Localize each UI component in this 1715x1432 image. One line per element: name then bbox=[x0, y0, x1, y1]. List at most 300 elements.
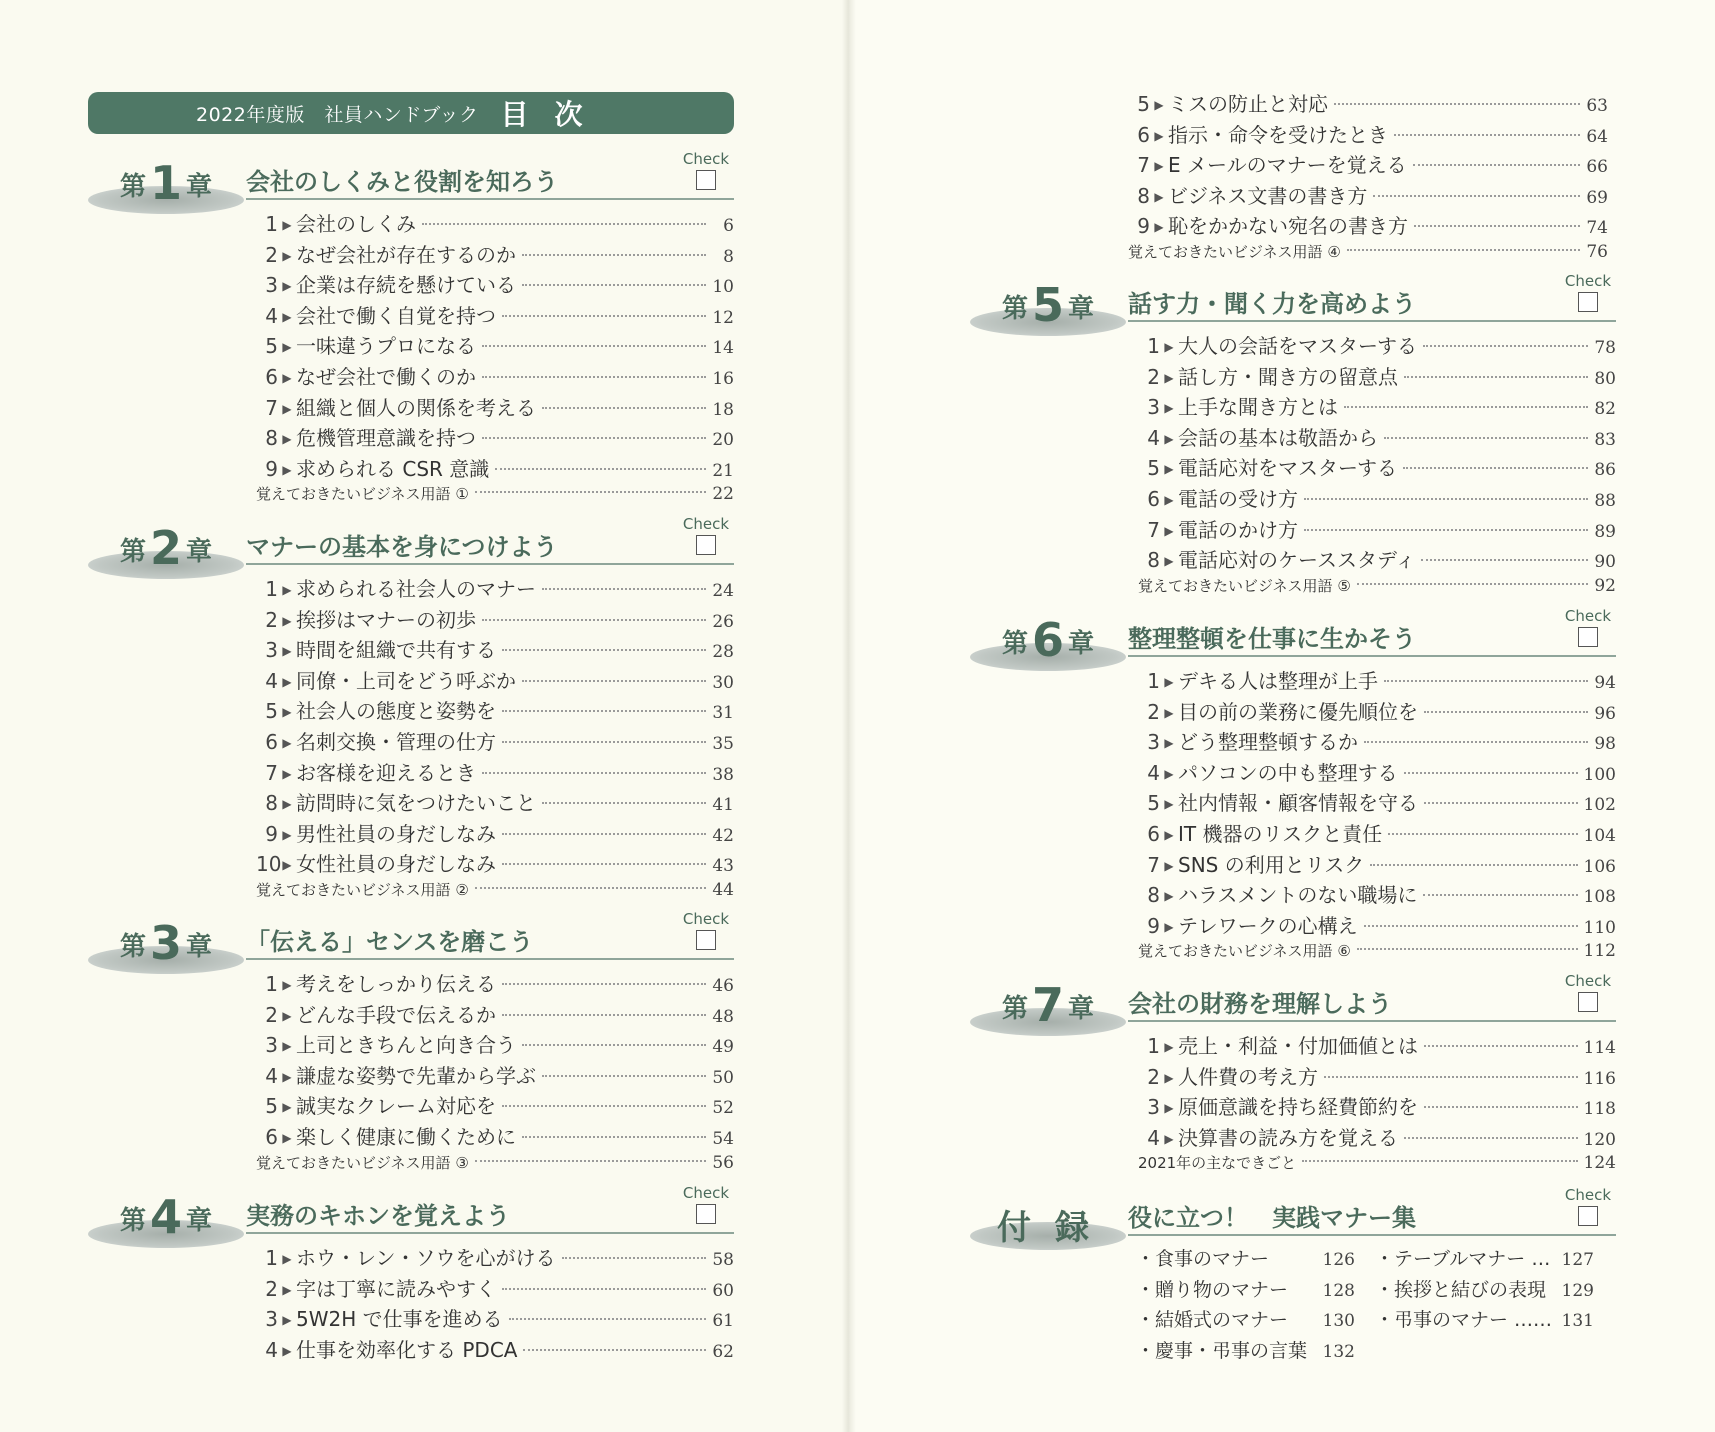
toc-item[interactable] bbox=[1138, 514, 1616, 545]
triangle-marker-icon: ▶ bbox=[282, 401, 292, 416]
chapter-items bbox=[256, 573, 734, 910]
item-title: 会話の基本は敬語から bbox=[1178, 425, 1378, 450]
toc-item[interactable] bbox=[1138, 665, 1616, 696]
chapter-title: 整理整頓を仕事に生かそう bbox=[1128, 625, 1416, 653]
toc-item[interactable] bbox=[1138, 910, 1616, 941]
chapter-title: 会社のしくみと役割を知ろう bbox=[246, 168, 558, 196]
toc-item[interactable] bbox=[1138, 483, 1616, 514]
toc-item[interactable] bbox=[256, 848, 734, 879]
page-number: 54 bbox=[712, 1128, 734, 1149]
item-title: 仕事を効率化する PDCA bbox=[296, 1337, 518, 1362]
page-number: 60 bbox=[712, 1280, 734, 1301]
item-title: なぜ会社が存在するのか bbox=[296, 242, 516, 267]
toc-item[interactable] bbox=[256, 361, 734, 392]
appendix-label: 付録 bbox=[997, 1208, 1113, 1248]
item-number: 9 bbox=[265, 821, 278, 846]
check-checkbox[interactable] bbox=[696, 1204, 716, 1224]
page-number: 56 bbox=[712, 1152, 734, 1173]
toc-item[interactable] bbox=[1138, 1122, 1616, 1153]
appendix-item[interactable] bbox=[1136, 1336, 1375, 1363]
toc-item[interactable] bbox=[256, 757, 734, 788]
item-title: ホウ・レン・ソウを心がける bbox=[296, 1246, 556, 1270]
item-number: 9 bbox=[1147, 913, 1160, 938]
dot-leader bbox=[522, 1136, 706, 1138]
item-number: 7 bbox=[265, 760, 278, 785]
page-number: 42 bbox=[712, 825, 734, 846]
check-label: Check bbox=[682, 150, 730, 168]
toc-item[interactable] bbox=[256, 208, 734, 239]
item-number: 5 bbox=[265, 334, 278, 359]
page-number: 35 bbox=[712, 733, 734, 754]
toc-item[interactable] bbox=[256, 695, 734, 726]
toc-item[interactable] bbox=[256, 1090, 734, 1121]
page-number: 94 bbox=[1594, 673, 1616, 693]
appendix-item-title: ・挨拶と結びの表現 bbox=[1375, 1278, 1547, 1301]
page-number: 6 bbox=[723, 216, 734, 236]
check-checkbox[interactable] bbox=[1578, 1206, 1598, 1226]
toc-item[interactable] bbox=[1138, 1030, 1616, 1061]
chapter-badge bbox=[88, 916, 244, 974]
item-number: 4 bbox=[1147, 1125, 1160, 1150]
item-number: 5 bbox=[265, 699, 278, 724]
item-number: 6 bbox=[265, 1124, 278, 1149]
toc-item[interactable] bbox=[1138, 787, 1616, 818]
page-number: 63 bbox=[1586, 96, 1608, 116]
item-number: 1 bbox=[1147, 669, 1160, 693]
chapter-badge bbox=[88, 521, 244, 579]
triangle-marker-icon: ▶ bbox=[282, 1343, 292, 1358]
toc-item[interactable] bbox=[256, 1029, 734, 1060]
dot-leader bbox=[1424, 1106, 1578, 1108]
item-title: 企業は存続を懸けている bbox=[296, 273, 516, 298]
toc-item[interactable] bbox=[256, 1060, 734, 1091]
dot-leader bbox=[1334, 103, 1580, 105]
triangle-marker-icon: ▶ bbox=[282, 279, 292, 294]
item-number: 6 bbox=[1147, 486, 1160, 511]
triangle-marker-icon: ▶ bbox=[282, 1130, 292, 1145]
triangle-marker-icon: ▶ bbox=[1164, 554, 1174, 569]
dot-leader bbox=[1384, 680, 1588, 682]
page-number: 38 bbox=[712, 764, 734, 785]
triangle-marker-icon: ▶ bbox=[282, 858, 292, 873]
terms-row[interactable] bbox=[1138, 575, 1616, 606]
dot-leader bbox=[475, 491, 706, 493]
triangle-marker-icon: ▶ bbox=[1164, 340, 1174, 354]
toc-item[interactable] bbox=[256, 665, 734, 696]
dot-leader bbox=[1404, 772, 1578, 774]
triangle-marker-icon: ▶ bbox=[282, 735, 292, 750]
chapter-items bbox=[256, 1242, 734, 1364]
dot-leader bbox=[542, 1075, 706, 1077]
chapter-prefix: 第 bbox=[119, 537, 146, 567]
toc-item[interactable] bbox=[256, 787, 734, 818]
toc-item[interactable] bbox=[1128, 210, 1608, 241]
toc-item[interactable] bbox=[1128, 88, 1608, 119]
item-number: 8 bbox=[1137, 183, 1150, 208]
item-title: 原価意識を持ち経費節約を bbox=[1178, 1095, 1418, 1120]
page-number: 124 bbox=[1583, 1153, 1616, 1174]
item-title: 社内情報・顧客情報を守る bbox=[1178, 791, 1418, 816]
item-number: 4 bbox=[265, 303, 278, 328]
item-number: 6 bbox=[265, 729, 278, 754]
appendix-item-title: ・贈り物のマナー bbox=[1136, 1278, 1289, 1301]
chapter-items bbox=[1138, 330, 1616, 605]
page-number: 114 bbox=[1583, 1038, 1616, 1058]
chapter-items bbox=[1138, 665, 1616, 971]
check-label: Check bbox=[1564, 972, 1612, 990]
toc-item[interactable] bbox=[1138, 361, 1616, 392]
book-gutter bbox=[842, 0, 856, 1432]
item-number: 9 bbox=[1137, 214, 1150, 239]
triangle-marker-icon: ▶ bbox=[282, 705, 292, 720]
chapter-title: マナーの基本を身につけよう bbox=[246, 533, 558, 561]
dot-leader bbox=[1424, 802, 1578, 804]
dot-leader bbox=[522, 1044, 706, 1046]
chapter-title: 「伝える」センスを磨こう bbox=[246, 928, 534, 956]
page-number: 86 bbox=[1594, 460, 1616, 481]
item-number: 2 bbox=[1147, 699, 1160, 724]
item-number: 2 bbox=[265, 1002, 278, 1027]
page-number: 49 bbox=[712, 1037, 734, 1058]
toc-item[interactable] bbox=[1128, 149, 1608, 180]
toc-item[interactable] bbox=[1138, 726, 1616, 757]
toc-item[interactable] bbox=[1138, 544, 1616, 575]
dot-leader bbox=[502, 649, 706, 651]
item-title: ミスの防止と対応 bbox=[1168, 92, 1328, 116]
toc-item[interactable] bbox=[1138, 696, 1616, 727]
item-title: 目の前の業務に優先順位を bbox=[1178, 699, 1418, 724]
triangle-marker-icon: ▶ bbox=[1154, 159, 1164, 174]
chapter-suffix: 章 bbox=[1068, 994, 1095, 1024]
item-title: 挨拶はマナーの初歩 bbox=[296, 607, 476, 632]
page-number: 100 bbox=[1583, 764, 1616, 785]
item-number: 8 bbox=[1147, 883, 1160, 908]
page-number: 21 bbox=[712, 460, 734, 481]
chapter-number-label bbox=[970, 613, 1126, 667]
item-number: 1 bbox=[265, 1246, 278, 1270]
page-number: 83 bbox=[1594, 429, 1616, 450]
toc-item[interactable] bbox=[1128, 119, 1608, 150]
check-checkbox[interactable] bbox=[1578, 992, 1598, 1012]
toc-item[interactable] bbox=[1138, 1091, 1616, 1122]
dot-leader bbox=[1394, 134, 1580, 136]
triangle-marker-icon: ▶ bbox=[282, 674, 292, 689]
dot-leader bbox=[1404, 1137, 1578, 1139]
check-checkbox[interactable] bbox=[696, 930, 716, 950]
page-number: 126 bbox=[1322, 1250, 1355, 1270]
page-number: 14 bbox=[712, 338, 734, 359]
item-number: 5 bbox=[1137, 92, 1150, 116]
terms-row[interactable] bbox=[256, 879, 734, 910]
triangle-marker-icon: ▶ bbox=[1164, 523, 1174, 538]
dot-leader bbox=[1364, 925, 1578, 927]
toc-item[interactable] bbox=[1138, 849, 1616, 880]
check-label: Check bbox=[682, 515, 730, 533]
chapter-items bbox=[256, 968, 734, 1182]
toc-item[interactable] bbox=[256, 1242, 734, 1273]
toc-item[interactable] bbox=[256, 726, 734, 757]
triangle-marker-icon: ▶ bbox=[282, 613, 292, 628]
toc-item[interactable] bbox=[1138, 391, 1616, 422]
dot-leader bbox=[502, 1105, 706, 1107]
chapter-number-label bbox=[88, 521, 244, 575]
toc-item[interactable] bbox=[1138, 422, 1616, 453]
item-title: 大人の会話をマスターする bbox=[1178, 334, 1417, 358]
item-title: 覚えておきたいビジネス用語 ③ bbox=[256, 1153, 469, 1172]
triangle-marker-icon: ▶ bbox=[282, 644, 292, 659]
item-title: なぜ会社で働くのか bbox=[296, 364, 476, 389]
item-title: 同僚・上司をどう呼ぶか bbox=[296, 668, 516, 693]
item-number: 7 bbox=[1147, 517, 1160, 542]
toc-item[interactable] bbox=[256, 1334, 734, 1365]
page-number: 69 bbox=[1586, 187, 1608, 208]
item-number: 5 bbox=[1147, 456, 1160, 481]
triangle-marker-icon: ▶ bbox=[1164, 1040, 1174, 1054]
item-title: 字は丁寧に読みやすく bbox=[296, 1276, 496, 1301]
toc-item[interactable] bbox=[256, 634, 734, 665]
item-number: 3 bbox=[1147, 395, 1160, 420]
chapter-items bbox=[256, 208, 734, 514]
check-area bbox=[678, 150, 734, 194]
item-number: 7 bbox=[1147, 852, 1160, 877]
triangle-marker-icon: ▶ bbox=[1154, 128, 1164, 143]
appendix-row bbox=[1136, 1244, 1614, 1275]
dot-leader bbox=[562, 1257, 707, 1259]
toc-item[interactable] bbox=[256, 1273, 734, 1304]
page-number: 44 bbox=[712, 879, 734, 900]
chapter-4-continued bbox=[1128, 88, 1608, 272]
toc-item[interactable] bbox=[256, 422, 734, 453]
item-number: 2 bbox=[265, 1276, 278, 1301]
triangle-marker-icon: ▶ bbox=[282, 1008, 292, 1023]
dot-leader bbox=[523, 1349, 706, 1351]
triangle-marker-icon: ▶ bbox=[282, 583, 292, 597]
appendix-item[interactable] bbox=[1375, 1244, 1614, 1271]
dot-leader bbox=[502, 315, 706, 317]
triangle-marker-icon: ▶ bbox=[282, 797, 292, 812]
chapter-number: 3 bbox=[149, 916, 182, 970]
triangle-marker-icon: ▶ bbox=[1164, 401, 1174, 416]
dot-leader bbox=[522, 680, 706, 682]
triangle-marker-icon: ▶ bbox=[282, 218, 292, 232]
toc-item[interactable] bbox=[256, 453, 734, 484]
page-number: 28 bbox=[712, 642, 734, 663]
dot-leader bbox=[542, 407, 706, 409]
triangle-marker-icon: ▶ bbox=[1164, 1131, 1174, 1146]
check-area bbox=[1560, 1186, 1616, 1230]
page-number: 102 bbox=[1583, 795, 1616, 816]
dot-leader bbox=[1304, 529, 1588, 531]
dot-leader bbox=[482, 619, 706, 621]
item-number: 1 bbox=[265, 972, 278, 996]
toc-item[interactable] bbox=[256, 999, 734, 1030]
appendix-row bbox=[1136, 1336, 1614, 1367]
check-checkbox[interactable] bbox=[696, 170, 716, 190]
item-title: 電話の受け方 bbox=[1178, 486, 1298, 511]
dot-leader bbox=[502, 741, 706, 743]
page-number: 43 bbox=[712, 856, 734, 877]
item-title: E メールのマナーを覚える bbox=[1168, 153, 1407, 178]
item-number: 6 bbox=[265, 364, 278, 389]
terms-row[interactable] bbox=[1138, 1152, 1616, 1183]
check-label: Check bbox=[1564, 607, 1612, 625]
dot-leader bbox=[1414, 225, 1580, 227]
item-number: 6 bbox=[1147, 821, 1160, 846]
chapter-number-label bbox=[970, 978, 1126, 1032]
toc-item[interactable] bbox=[256, 818, 734, 849]
check-checkbox[interactable] bbox=[696, 535, 716, 555]
toc-item[interactable] bbox=[256, 392, 734, 423]
item-number: 2 bbox=[265, 607, 278, 632]
chapter-prefix: 第 bbox=[1001, 294, 1028, 324]
toc-item[interactable] bbox=[256, 330, 734, 361]
chapter-suffix: 章 bbox=[186, 932, 213, 962]
item-number: 1 bbox=[265, 577, 278, 601]
item-title: 決算書の読み方を覚える bbox=[1178, 1125, 1398, 1150]
item-number: 1 bbox=[1147, 334, 1160, 358]
triangle-marker-icon: ▶ bbox=[1164, 1101, 1174, 1116]
item-title: 人件費の考え方 bbox=[1178, 1064, 1318, 1089]
triangle-marker-icon: ▶ bbox=[1164, 431, 1174, 446]
item-title: 売上・利益・付加価値とは bbox=[1178, 1034, 1418, 1058]
item-title: 覚えておきたいビジネス用語 ④ bbox=[1128, 242, 1341, 261]
triangle-marker-icon: ▶ bbox=[282, 309, 292, 324]
page-number: 106 bbox=[1583, 856, 1616, 877]
toc-item[interactable] bbox=[256, 1121, 734, 1152]
chapter-prefix: 第 bbox=[1001, 629, 1028, 659]
item-number: 4 bbox=[1147, 425, 1160, 450]
page-number: 50 bbox=[712, 1067, 734, 1088]
check-area bbox=[1560, 272, 1616, 316]
toc-item[interactable] bbox=[1138, 330, 1616, 361]
page-number: 108 bbox=[1583, 887, 1616, 908]
item-title: どう整理整頓するか bbox=[1178, 730, 1358, 755]
toc-item[interactable] bbox=[256, 604, 734, 635]
chapter-number: 2 bbox=[149, 521, 182, 575]
triangle-marker-icon: ▶ bbox=[1164, 462, 1174, 477]
dot-leader bbox=[502, 863, 706, 865]
item-title: ハラスメントのない職場に bbox=[1178, 883, 1418, 908]
toc-item[interactable] bbox=[256, 269, 734, 300]
page-number: 88 bbox=[1594, 490, 1616, 511]
dot-leader bbox=[502, 710, 706, 712]
triangle-marker-icon: ▶ bbox=[1164, 858, 1174, 873]
item-title: IT 機器のリスクと責任 bbox=[1178, 821, 1383, 846]
page-number: 89 bbox=[1594, 521, 1616, 542]
terms-row[interactable] bbox=[1128, 241, 1608, 272]
check-checkbox[interactable] bbox=[1578, 292, 1598, 312]
item-number: 8 bbox=[265, 426, 278, 451]
page-number: 46 bbox=[712, 976, 734, 996]
triangle-marker-icon: ▶ bbox=[282, 766, 292, 781]
page-number: 132 bbox=[1322, 1341, 1355, 1362]
item-title: 求められる CSR 意識 bbox=[296, 456, 490, 481]
page-number: 118 bbox=[1583, 1099, 1616, 1120]
chapter-divider bbox=[1128, 1234, 1616, 1236]
page-number: 12 bbox=[712, 307, 734, 328]
toc-item[interactable] bbox=[256, 1303, 734, 1334]
toc-item[interactable] bbox=[1138, 757, 1616, 788]
triangle-marker-icon: ▶ bbox=[1164, 675, 1174, 689]
appendix-item[interactable] bbox=[1136, 1305, 1375, 1332]
page-number: 116 bbox=[1583, 1068, 1616, 1089]
chapter-badge bbox=[970, 1192, 1126, 1250]
dot-leader bbox=[502, 833, 706, 835]
item-title: 5W2H で仕事を進める bbox=[296, 1307, 503, 1332]
toc-item[interactable] bbox=[1128, 180, 1608, 211]
dot-leader bbox=[1413, 164, 1580, 166]
appendix-item-title: ・テーブルマナー … bbox=[1375, 1248, 1551, 1270]
triangle-marker-icon: ▶ bbox=[282, 1069, 292, 1084]
page-number: 120 bbox=[1583, 1129, 1616, 1150]
triangle-marker-icon: ▶ bbox=[1164, 797, 1174, 812]
dot-leader bbox=[1388, 833, 1577, 835]
toc-item[interactable] bbox=[256, 300, 734, 331]
dot-leader bbox=[1424, 1045, 1578, 1047]
chapter-number: 6 bbox=[1031, 613, 1064, 667]
page-number: 129 bbox=[1561, 1280, 1594, 1301]
dot-leader bbox=[1324, 1076, 1578, 1078]
chapter-divider bbox=[246, 958, 734, 960]
terms-row[interactable] bbox=[256, 483, 734, 514]
page-number: 62 bbox=[712, 1341, 734, 1362]
page-number: 76 bbox=[1586, 241, 1608, 262]
toc-item[interactable] bbox=[1138, 452, 1616, 483]
chapter-suffix: 章 bbox=[186, 1206, 213, 1236]
terms-row[interactable] bbox=[1138, 940, 1616, 971]
item-number: 3 bbox=[1147, 1095, 1160, 1120]
item-title: 2021年の主なできごと bbox=[1138, 1154, 1297, 1173]
check-label: Check bbox=[1564, 272, 1612, 290]
page-number: 98 bbox=[1594, 734, 1616, 755]
dot-leader bbox=[482, 376, 706, 378]
toc-item[interactable] bbox=[256, 968, 734, 999]
toc-header-bar bbox=[88, 92, 734, 134]
triangle-marker-icon: ▶ bbox=[1154, 189, 1164, 204]
toc-item[interactable] bbox=[1138, 879, 1616, 910]
toc-item[interactable] bbox=[1138, 1061, 1616, 1092]
appendix-item[interactable] bbox=[1136, 1244, 1375, 1271]
dot-leader bbox=[502, 1288, 706, 1290]
appendix-item[interactable] bbox=[1136, 1275, 1375, 1302]
chapter-badge bbox=[88, 156, 244, 214]
appendix-item[interactable] bbox=[1375, 1275, 1614, 1302]
toc-item[interactable] bbox=[1138, 818, 1616, 849]
appendix-item[interactable] bbox=[1375, 1305, 1614, 1332]
chapter-items bbox=[1138, 1030, 1616, 1183]
toc-item[interactable] bbox=[256, 239, 734, 270]
check-checkbox[interactable] bbox=[1578, 627, 1598, 647]
toc-item[interactable] bbox=[256, 573, 734, 604]
page-number: 82 bbox=[1594, 399, 1616, 420]
page-number: 41 bbox=[712, 795, 734, 816]
dot-leader bbox=[542, 802, 706, 804]
dot-leader bbox=[1364, 741, 1588, 743]
chapter-suffix: 章 bbox=[1068, 294, 1095, 324]
triangle-marker-icon: ▶ bbox=[282, 1100, 292, 1115]
triangle-marker-icon: ▶ bbox=[282, 1282, 292, 1297]
triangle-marker-icon: ▶ bbox=[282, 248, 292, 263]
triangle-marker-icon: ▶ bbox=[282, 1252, 292, 1266]
item-title: 覚えておきたいビジネス用語 ① bbox=[256, 485, 469, 504]
dot-leader bbox=[482, 772, 706, 774]
page-number: 58 bbox=[712, 1250, 734, 1270]
chapter-title: 話す力・聞く力を高めよう bbox=[1128, 290, 1416, 318]
page-number: 110 bbox=[1583, 917, 1616, 938]
terms-row[interactable] bbox=[256, 1152, 734, 1183]
item-title: 電話応対をマスターする bbox=[1178, 456, 1397, 481]
chapter-suffix: 章 bbox=[186, 172, 213, 202]
